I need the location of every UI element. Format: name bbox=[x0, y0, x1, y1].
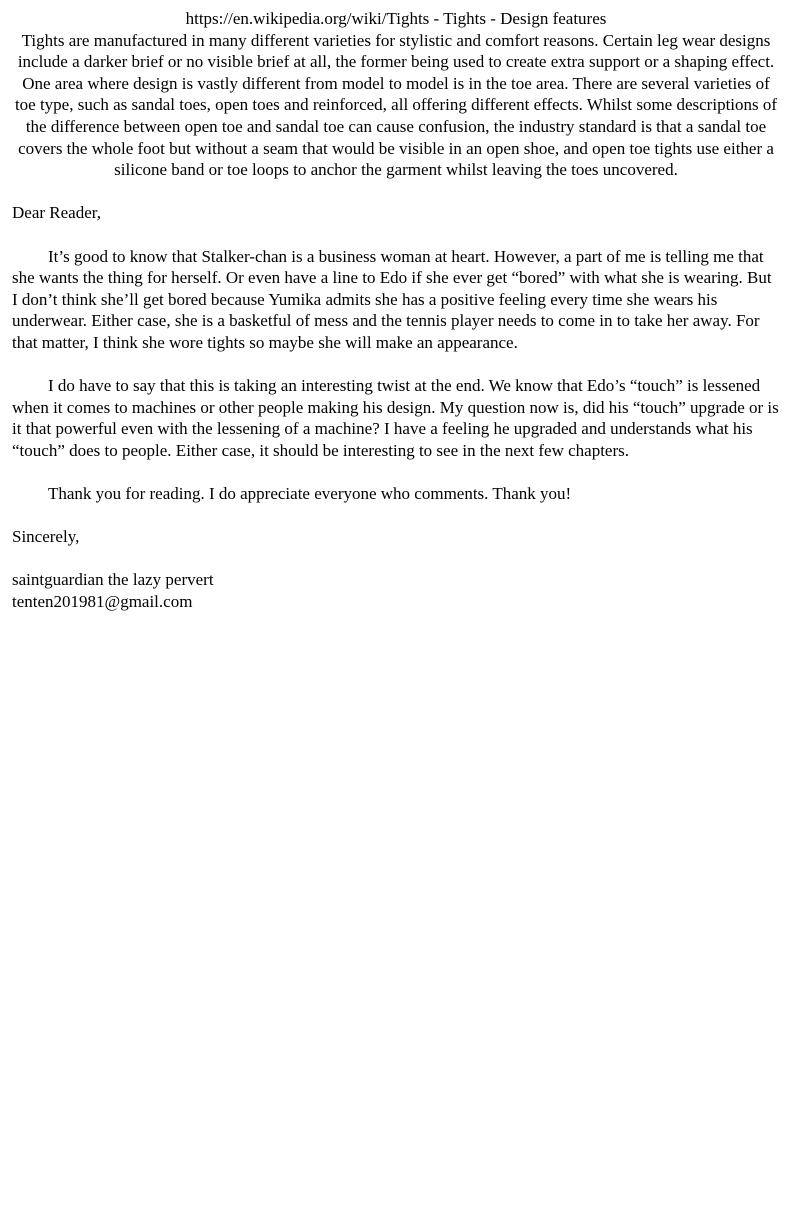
letter-paragraph-3: Thank you for reading. I do appreciate everyone who comments. Thank you! bbox=[48, 484, 572, 504]
wiki-paragraph-2: One area where design is vastly different from model to model is in the toe area. There are several varieties of toe type, such as sandal toes, open toes and reinforced, all offering different effects. Whilst some descriptions of the difference between open toe and sandal toe can cause confusion, the industry standard is that a sandal toe covers the whole foot but without a seam that would be visible in an open shoe, and open toe tights use either a silicone band or toe loops to anchor the garment whilst leaving the toes uncovered. bbox=[14, 73, 778, 180]
salutation: Dear Reader, bbox=[12, 203, 101, 223]
signature-email: tenten201981@gmail.com bbox=[12, 592, 193, 612]
letter-paragraph-2: I do have to say that this is taking an interesting twist at the end. We know that Edo’s “touch” is lessened when it comes to machines or other people making his design. My question now is, did his “touch” upgrade or is it that powerful even with the lessening of a machine? I have a feeling he upgraded and understands what his “touch” does to people. Either case, it should be interesting to see in the next few chapters. bbox=[12, 376, 779, 460]
spacer bbox=[12, 224, 780, 246]
spacer bbox=[12, 181, 780, 203]
source-line: https://en.wikipedia.org/wiki/Tights - Tights - Design features bbox=[185, 9, 607, 28]
closing: Sincerely, bbox=[12, 527, 80, 547]
document-page bbox=[12, 8, 780, 613]
spacer bbox=[12, 461, 780, 483]
spacer bbox=[12, 354, 780, 376]
letter-paragraph-1: It’s good to know that Stalker-chan is a business woman at heart. However, a part of me is telling me that she wants the thing for herself. Or even have a line to Edo if she ever get “bored” with what she is wearing. But I don’t think she’ll get bored because Yumika admits she has a positive feeling every time she wears his underwear. Either case, she is a basketful of mess and the tennis player needs to come in to take her away. For that matter, I think she wore tights so maybe she will make an appearance. bbox=[12, 246, 772, 352]
spacer bbox=[12, 548, 780, 570]
wiki-paragraph-1: Tights are manufactured in many different varieties for stylistic and comfort reasons. Certain leg wear designs include a darker brief or no visible brief at all, the former being used to create extra support or a shaping effect. bbox=[17, 30, 775, 72]
signature-name: saintguardian the lazy pervert bbox=[12, 570, 214, 590]
spacer bbox=[12, 505, 780, 527]
